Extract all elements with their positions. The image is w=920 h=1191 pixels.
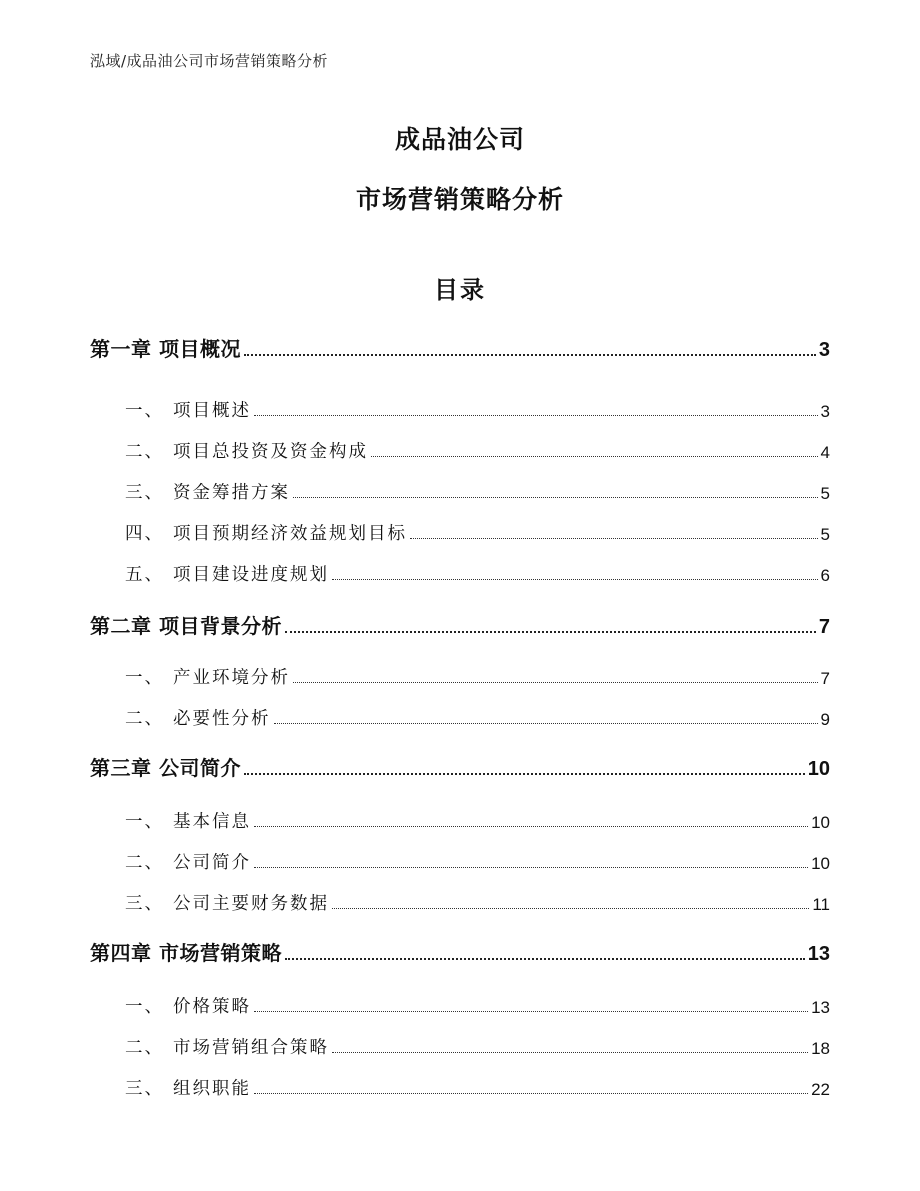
toc-section-1-3[interactable] xyxy=(125,476,830,504)
dot-leader xyxy=(244,772,805,775)
toc-page-number: 6 xyxy=(820,566,830,585)
dot-leader xyxy=(254,414,818,416)
toc-page-number: 13 xyxy=(811,998,830,1017)
dot-leader xyxy=(254,1010,808,1012)
toc-section-1-1[interactable] xyxy=(125,394,830,422)
toc-page-number: 13 xyxy=(807,943,830,965)
toc-page-number: 11 xyxy=(812,895,830,914)
toc-chapter-3[interactable] xyxy=(90,753,830,781)
toc-entry-label: 五、 项目建设进度规划 xyxy=(125,565,329,585)
dot-leader xyxy=(332,1051,808,1053)
toc-page-number: 18 xyxy=(811,1039,830,1058)
dot-leader xyxy=(285,630,816,633)
dot-leader xyxy=(293,496,818,498)
toc-entry-label: 第三章 公司简介 xyxy=(90,756,241,780)
dot-leader xyxy=(332,578,818,580)
dot-leader xyxy=(285,957,805,960)
toc-section-1-4[interactable] xyxy=(125,517,830,545)
toc-section-2-1[interactable] xyxy=(125,661,830,689)
running-header: 泓域/成品油公司市场营销策略分析 xyxy=(90,52,329,70)
toc-chapter-2[interactable] xyxy=(90,611,830,639)
toc-page-number: 4 xyxy=(820,443,830,462)
toc-chapter-4[interactable] xyxy=(90,938,830,966)
toc-entry-label: 二、 公司简介 xyxy=(125,853,251,873)
toc-page-number: 3 xyxy=(820,402,830,421)
toc-page-number: 7 xyxy=(820,669,830,688)
toc-section-4-2[interactable] xyxy=(125,1031,830,1059)
toc-section-3-3[interactable] xyxy=(125,887,830,915)
toc-page-number: 10 xyxy=(811,813,830,832)
toc-entry-label: 一、 产业环境分析 xyxy=(125,668,290,688)
toc-entry-label: 第四章 市场营销策略 xyxy=(90,941,282,965)
dot-leader xyxy=(244,353,816,356)
dot-leader xyxy=(254,1092,808,1094)
dot-leader xyxy=(332,907,809,909)
toc-entry-label: 第一章 项目概况 xyxy=(90,337,241,361)
toc-section-2-2[interactable] xyxy=(125,702,830,730)
toc-entry-label: 一、 项目概述 xyxy=(125,401,251,421)
dot-leader xyxy=(410,537,818,539)
dot-leader xyxy=(293,681,818,683)
toc-section-4-3[interactable] xyxy=(125,1072,830,1100)
toc-entry-label: 三、 资金筹措方案 xyxy=(125,483,290,503)
document-title: 成品油公司 xyxy=(394,125,525,154)
toc-entry-label: 三、 公司主要财务数据 xyxy=(125,894,329,914)
toc-entry-label: 二、 项目总投资及资金构成 xyxy=(125,442,368,462)
toc-heading: 目录 xyxy=(434,276,486,304)
toc-page-number: 9 xyxy=(820,710,830,729)
document-subtitle: 市场营销策略分析 xyxy=(355,185,564,214)
dot-leader xyxy=(254,866,808,868)
dot-leader xyxy=(254,825,808,827)
toc-section-1-2[interactable] xyxy=(125,435,830,463)
dot-leader xyxy=(274,722,818,724)
toc-section-3-2[interactable] xyxy=(125,846,830,874)
toc-chapter-1[interactable] xyxy=(90,334,830,362)
toc-entry-label: 第二章 项目背景分析 xyxy=(90,614,282,638)
toc-page-number: 5 xyxy=(820,484,830,503)
toc-section-3-1[interactable] xyxy=(125,805,830,833)
toc-page-number: 7 xyxy=(818,616,830,638)
toc-page-number: 3 xyxy=(818,339,830,361)
toc-section-4-1[interactable] xyxy=(125,990,830,1018)
toc-section-1-5[interactable] xyxy=(125,558,830,586)
toc-entry-label: 一、 价格策略 xyxy=(125,997,251,1017)
toc-page-number: 5 xyxy=(820,525,830,544)
toc-entry-label: 四、 项目预期经济效益规划目标 xyxy=(125,524,407,544)
toc-entry-label: 二、 必要性分析 xyxy=(125,709,271,729)
toc-entry-label: 一、 基本信息 xyxy=(125,812,251,832)
toc-page-number: 22 xyxy=(811,1080,830,1099)
toc-page-number: 10 xyxy=(807,758,830,780)
toc-entry-label: 二、 市场营销组合策略 xyxy=(125,1038,329,1058)
dot-leader xyxy=(371,455,818,457)
toc-page-number: 10 xyxy=(811,854,830,873)
toc-entry-label: 三、 组织职能 xyxy=(125,1079,251,1099)
